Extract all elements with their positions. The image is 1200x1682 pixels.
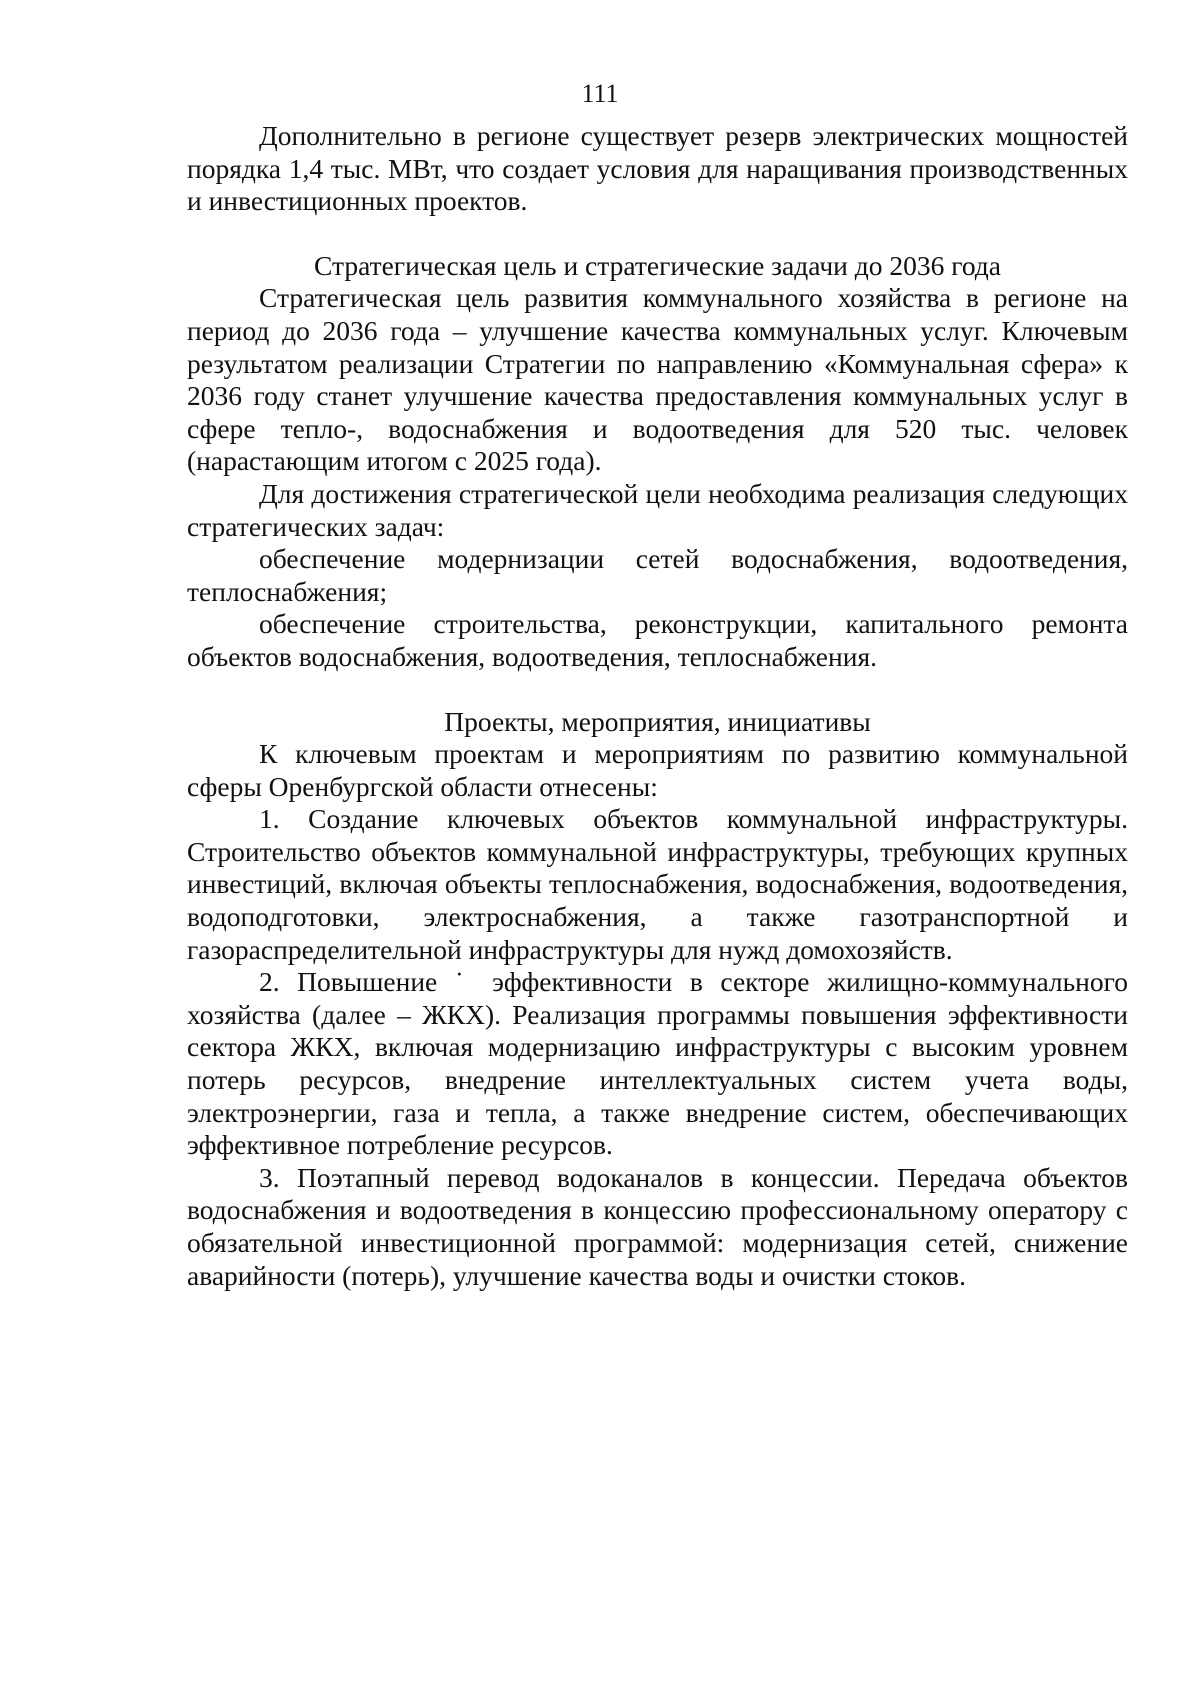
projects-intro-paragraph: К ключевым проектам и мероприятиям по развитию коммунальной сферы Оренбургской области отнесены:	[187, 738, 1128, 802]
section-heading-strategic-goal: Стратегическая цель и стратегические задачи до 2036 года	[314, 249, 1001, 281]
spacer	[187, 674, 1128, 706]
section-heading-projects: Проекты, мероприятия, инициативы	[444, 705, 871, 737]
spacer	[187, 218, 1128, 250]
strategic-task-item: обеспечение модернизации сетей водоснабжения, водоотведения, теплоснабжения;	[187, 543, 1128, 607]
project-item: 2. Повышение ˙ эффективности в секторе жилищно-коммунального хозяйства (далее – ЖКХ). Реализация программы повышения эффективности сектора ЖКХ, включая модернизацию инфраструктуры с высоким уровнем потерь ресурсов, внедрение интеллектуальных систем учета воды, электроэнергии, газа и тепла, а также внедрение систем, обеспечивающих эффективное потребление ресурсов.	[187, 966, 1128, 1161]
intro-paragraph: Дополнительно в регионе существует резерв электрических мощностей порядка 1,4 тыс. МВт, что создает условия для наращивания производственных и инвестиционных проектов.	[187, 120, 1128, 217]
document-body	[187, 120, 1128, 1292]
strategic-task-item: обеспечение строительства, реконструкции, капитального ремонта объектов водоснабжения, водоотведения, теплоснабжения.	[187, 608, 1128, 672]
strategic-tasks-intro: Для достижения стратегической цели необходима реализация следующих стратегических задач:	[187, 477, 1128, 542]
project-item: 1. Создание ключевых объектов коммунальной инфраструктуры. Строительство объектов коммунальной инфраструктуры, требующих крупных инвестиций, включая объекты теплоснабжения, водоснабжения, водоотведения, водоподготовки, электроснабжения, а также газотранспортной и газораспределительной инфраструктуры для нужд домохозяйств.	[187, 803, 1128, 965]
project-item: 3. Поэтапный перевод водоканалов в концессии. Передача объектов водоснабжения и водоотведения в концессию профессиональному оператору с обязательной инвестиционной программой: модернизация сетей, снижение аварийности (потерь), улучшение качества воды и очистки стоков.	[187, 1161, 1128, 1291]
page-number: 111	[581, 79, 619, 108]
strategic-goal-paragraph: Стратегическая цель развития коммунального хозяйства в регионе на период до 2036 года – улучшение качества коммунальных услуг. Ключевым результатом реализации Стратегии по направлению «Коммунальная сфера» к 2036 году станет улучшение качества предоставления коммунальных услуг в сфере тепло-, водоснабжения и водоотведения для 520 тыс. человек (нарастающим итогом с 2025 года).	[187, 282, 1128, 477]
